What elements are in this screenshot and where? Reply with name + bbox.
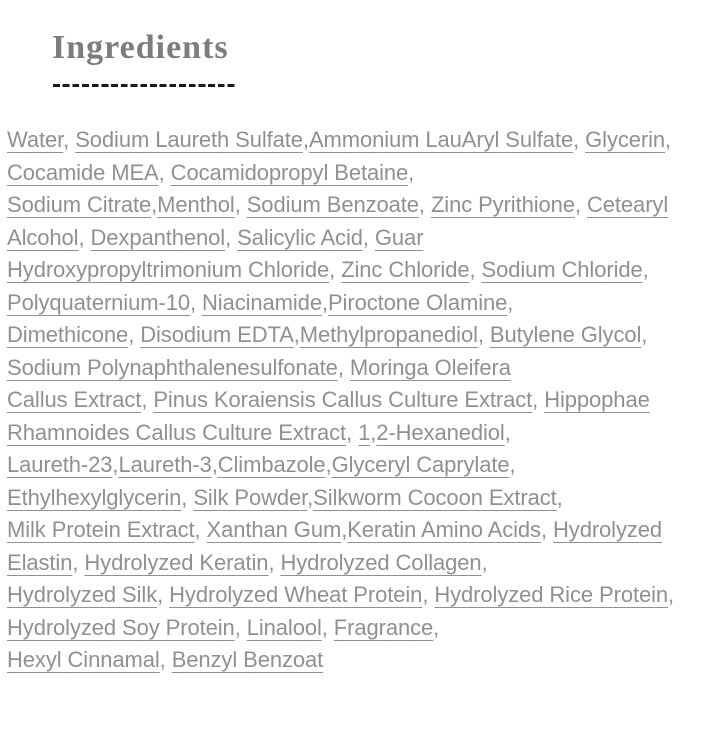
ingredients-line bbox=[7, 644, 715, 677]
separator-comma: , bbox=[341, 517, 348, 543]
separator-comma: , bbox=[159, 647, 166, 673]
ingredient-name: Disodium EDTA bbox=[140, 322, 294, 348]
ingredient-name: Hippophae bbox=[544, 387, 650, 413]
separator-comma: , bbox=[78, 224, 85, 250]
separator-comma: , bbox=[574, 192, 581, 218]
separator-comma: , bbox=[540, 517, 547, 543]
ingredient-name: Hydrolyzed Wheat Protein bbox=[169, 582, 423, 608]
ingredient-name: Sodium Polynaphthalenesulfonate bbox=[7, 354, 338, 380]
ingredient-name: Menthol bbox=[157, 192, 235, 218]
ingredients-line bbox=[7, 352, 715, 385]
ingredient-name: Pinus Koraiensis Callus Culture Extract bbox=[153, 387, 533, 413]
separator-comma: , bbox=[573, 127, 580, 153]
ingredients-text bbox=[7, 124, 715, 677]
ingredient-name: Sodium Benzoate bbox=[246, 192, 419, 218]
ingredient-name: Moringa Oleifera bbox=[349, 354, 511, 380]
ingredient-name: Salicylic Acid bbox=[237, 224, 363, 250]
separator-comma: , bbox=[321, 614, 328, 640]
ingredients-line bbox=[7, 612, 715, 645]
ingredient-name: Elastin bbox=[7, 549, 73, 575]
ingredient-name: 1 bbox=[358, 419, 371, 445]
separator-comma: , bbox=[225, 224, 232, 250]
ingredient-name: Hydrolyzed Silk bbox=[7, 582, 158, 608]
ingredient-name: Rhamnoides Callus Culture Extract bbox=[7, 419, 347, 445]
separator-comma: , bbox=[370, 419, 377, 445]
separator-comma: , bbox=[329, 257, 336, 283]
separator-comma: , bbox=[418, 192, 425, 218]
ingredients-line bbox=[7, 482, 715, 515]
separator-comma: , bbox=[422, 582, 429, 608]
separator-comma: , bbox=[112, 452, 119, 478]
ingredient-name: Callus Extract bbox=[7, 387, 142, 413]
ingredient-name: Cetearyl bbox=[586, 192, 669, 218]
separator-comma: , bbox=[507, 289, 514, 315]
separator-comma: , bbox=[469, 257, 476, 283]
ingredients-line bbox=[7, 189, 715, 222]
separator-comma: , bbox=[477, 322, 484, 348]
ingredient-name: Climbazole bbox=[217, 452, 326, 478]
separator-comma: , bbox=[302, 127, 309, 153]
separator-comma: , bbox=[211, 452, 218, 478]
separator-comma: , bbox=[128, 322, 135, 348]
ingredient-name: Niacinamide bbox=[202, 289, 322, 315]
separator-comma: , bbox=[337, 354, 344, 380]
ingredient-name: Methylpropanediol bbox=[299, 322, 478, 348]
dashed-divider-icon bbox=[53, 84, 235, 87]
ingredient-name: Dimethicone bbox=[7, 322, 129, 348]
separator-comma: , bbox=[307, 484, 314, 510]
ingredients-line bbox=[7, 384, 715, 417]
ingredient-name: Hydrolyzed Keratin bbox=[84, 549, 269, 575]
separator-comma: , bbox=[408, 159, 415, 185]
separator-comma: , bbox=[641, 322, 648, 348]
ingredient-name: Linalool bbox=[246, 614, 322, 640]
separator-comma: , bbox=[293, 322, 300, 348]
separator-comma: , bbox=[504, 419, 511, 445]
ingredient-name: Glyceryl Caprylate bbox=[331, 452, 510, 478]
ingredients-line bbox=[7, 124, 715, 157]
ingredient-name: Zinc Pyrithione bbox=[430, 192, 575, 218]
separator-comma: , bbox=[157, 582, 164, 608]
ingredient-name: Polyquaternium-10 bbox=[7, 289, 190, 315]
ingredient-name: Butylene Glycol bbox=[489, 322, 642, 348]
separator-comma: , bbox=[556, 484, 563, 510]
ingredients-label-page bbox=[0, 29, 720, 677]
ingredient-name: Dexpanthenol bbox=[90, 224, 226, 250]
separator-comma: , bbox=[189, 289, 196, 315]
separator-comma: , bbox=[194, 517, 201, 543]
ingredient-name: Cocamidopropyl Betaine bbox=[170, 159, 409, 185]
separator-comma: , bbox=[325, 452, 332, 478]
ingredients-line bbox=[7, 254, 715, 287]
separator-comma: , bbox=[509, 452, 516, 478]
ingredient-name: Hexyl Cinnamal bbox=[7, 647, 160, 673]
ingredient-name: Hydrolyzed Collagen bbox=[280, 549, 482, 575]
ingredient-name: Ammonium LauAryl Sulfate bbox=[308, 127, 574, 153]
separator-comma: , bbox=[433, 614, 440, 640]
separator-comma: , bbox=[158, 159, 165, 185]
ingredients-line bbox=[7, 417, 715, 450]
ingredients-line bbox=[7, 579, 715, 612]
separator-comma: , bbox=[532, 387, 539, 413]
separator-comma: , bbox=[346, 419, 353, 445]
ingredient-name: Alcohol bbox=[7, 224, 79, 250]
page-title: Ingredients bbox=[52, 29, 229, 66]
ingredient-name: Silk Powder bbox=[193, 484, 308, 510]
ingredient-name: Benzyl Benzoat bbox=[171, 647, 324, 673]
ingredient-name: Zinc Chloride bbox=[341, 257, 470, 283]
ingredients-line bbox=[7, 287, 715, 320]
separator-comma: , bbox=[234, 614, 241, 640]
ingredient-name: Laureth-3 bbox=[118, 452, 212, 478]
ingredient-name: Glycerin bbox=[585, 127, 666, 153]
ingredients-line bbox=[7, 449, 715, 482]
ingredient-name: Keratin Amino Acids bbox=[347, 517, 541, 543]
ingredient-name: Hydrolyzed Rice Protein bbox=[434, 582, 669, 608]
ingredient-name: Water bbox=[7, 127, 64, 153]
ingredient-name: Milk Protein Extract bbox=[7, 517, 195, 543]
ingredients-line bbox=[7, 222, 715, 255]
separator-comma: , bbox=[362, 224, 369, 250]
ingredients-line bbox=[7, 547, 715, 580]
separator-comma: , bbox=[668, 582, 675, 608]
ingredient-name: Hydroxypropyltrimonium Chloride bbox=[7, 257, 330, 283]
ingredient-name: Laureth-23 bbox=[7, 452, 113, 478]
ingredient-name: Ethylhexylglycerin bbox=[7, 484, 182, 510]
ingredients-line bbox=[7, 319, 715, 352]
separator-comma: , bbox=[665, 127, 672, 153]
separator-comma: , bbox=[72, 549, 79, 575]
ingredient-name: Sodium Laureth Sulfate bbox=[75, 127, 303, 153]
separator-comma: , bbox=[63, 127, 70, 153]
separator-comma: , bbox=[321, 289, 328, 315]
ingredient-name: Piroctone Olamine bbox=[327, 289, 508, 315]
ingredient-name: Hydrolyzed bbox=[553, 517, 663, 543]
separator-comma: , bbox=[642, 257, 649, 283]
ingredient-name: Sodium Chloride bbox=[481, 257, 643, 283]
ingredient-name: Cocamide MEA bbox=[7, 159, 159, 185]
separator-comma: , bbox=[141, 387, 148, 413]
separator-comma: , bbox=[151, 192, 158, 218]
ingredient-name: Guar bbox=[374, 224, 424, 250]
separator-comma: , bbox=[268, 549, 275, 575]
ingredients-line bbox=[7, 514, 715, 547]
separator-comma: , bbox=[234, 192, 241, 218]
ingredient-name: Xanthan Gum bbox=[206, 517, 342, 543]
ingredients-line bbox=[7, 157, 715, 190]
ingredient-name: Sodium Citrate bbox=[7, 192, 152, 218]
ingredient-name: 2-Hexanediol bbox=[376, 419, 505, 445]
ingredient-name: Silkworm Cocoon Extract bbox=[313, 484, 557, 510]
ingredient-name: Fragrance bbox=[333, 614, 434, 640]
separator-comma: , bbox=[181, 484, 188, 510]
ingredient-name: Hydrolyzed Soy Protein bbox=[7, 614, 235, 640]
separator-comma: , bbox=[481, 549, 488, 575]
